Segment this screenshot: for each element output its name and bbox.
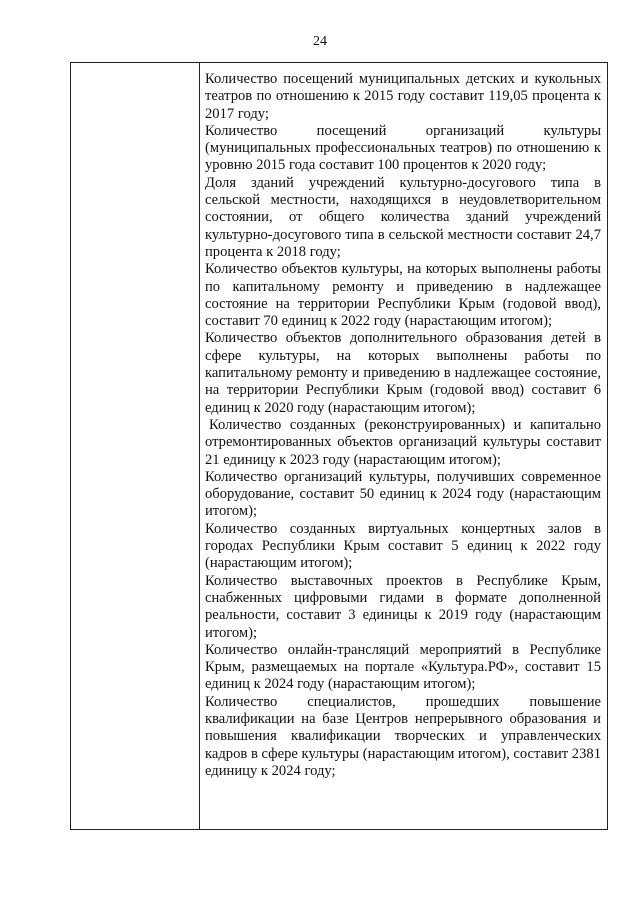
content-table [70,62,608,830]
indicator-item: Доля зданий учреждений культурно-досугового типа в сельской местности, находящихся в неудовлетворительном состоянии, от общего количества зданий учреждений культурно-досугового типа в сельской местности составит 24,7 процента к 2018 году; [205,174,601,260]
indicator-item: Количество созданных (реконструированных) и капитально отремонтированных объектов организаций культуры составит 21 единицу к 2023 году (нарастающим итогом); [205,416,601,468]
indicator-item: Количество созданных виртуальных концертных залов в городах Республики Крым составит 5 единиц к 2022 году (нарастающим итогом); [205,520,601,572]
indicator-item: Количество посещений организаций культуры (муниципальных профессиональных театров) по отношению к уровню 2015 года составит 100 процентов к 2020 году; [205,122,601,174]
indicator-item: Количество специалистов, прошедших повышение квалификации на базе Центров непрерывного образования и повышения квалификации творческих и управленческих кадров в сфере культуры (нарастающим итогом), составит 2381 единицу к 2024 году; [205,693,601,779]
indicator-item: Количество объектов культуры, на которых выполнены работы по капитальному ремонту и приведению в надлежащее состояние на территории Республики Крым (годовой ввод), составит 70 единиц к 2022 году (нарастающим итогом); [205,261,601,330]
page-number: 24 [313,34,327,49]
indicator-item: Количество организаций культуры, получивших современное оборудование, составит 50 единиц к 2024 году (нарастающим итогом); [205,468,601,520]
indicator-item: Количество онлайн-трансляций мероприятий в Республике Крым, размещаемых на портале «Культура.РФ», составит 15 единиц к 2024 году (нарастающим итогом); [205,641,601,693]
indicator-item: Количество выставочных проектов в Республике Крым, снабженных цифровыми гидами в формате дополненной реальности, составит 3 единицы к 2019 году (нарастающим итогом); [205,572,601,641]
indicator-item: Количество посещений муниципальных детских и кукольных театров по отношению к 2015 году составит 119,05 процента к 2017 году; [205,71,601,122]
table-cell-indicators [205,71,601,780]
column-divider [199,63,200,829]
indicator-item: Количество объектов дополнительного образования детей в сфере культуры, на которых выполнены работы по капитальному ремонту и приведению в надлежащее состояние, на территории Республики Крым (годовой ввод) составит 6 единиц к 2020 году (нарастающим итогом); [205,330,601,416]
